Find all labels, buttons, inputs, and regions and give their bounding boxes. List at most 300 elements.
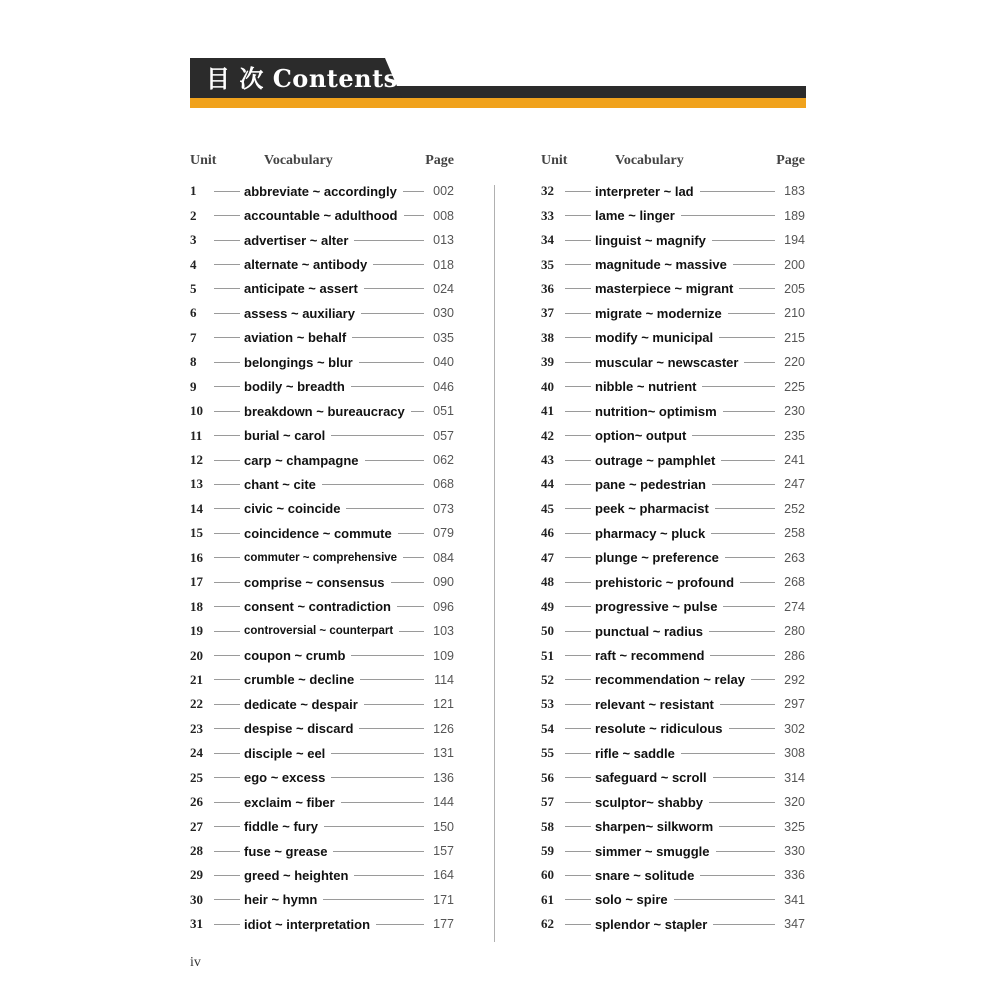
toc-row bbox=[190, 203, 454, 227]
vocabulary-range: recommendation ~ relay bbox=[595, 672, 745, 688]
toc-row bbox=[190, 619, 454, 643]
page-ref: 274 bbox=[784, 599, 805, 614]
vocabulary-range: option~ output bbox=[595, 428, 687, 444]
toc-row bbox=[541, 692, 805, 716]
page-ref: 177 bbox=[433, 917, 454, 932]
toc-row bbox=[541, 546, 805, 570]
toc-row bbox=[541, 741, 805, 765]
unit-dash bbox=[565, 240, 591, 241]
vocabulary-range: carp ~ champagne bbox=[244, 452, 359, 468]
leader-line bbox=[751, 679, 775, 680]
toc-row bbox=[190, 472, 454, 496]
page-ref: 235 bbox=[784, 428, 805, 443]
toc-row bbox=[541, 326, 805, 350]
toc-row bbox=[541, 252, 805, 276]
unit-dash bbox=[565, 679, 591, 680]
toc-row bbox=[541, 277, 805, 301]
leader-line bbox=[364, 704, 424, 705]
toc-row bbox=[541, 668, 805, 692]
leader-line bbox=[712, 484, 775, 485]
leader-line bbox=[716, 851, 775, 852]
page-ref: 225 bbox=[784, 379, 805, 394]
unit-dash bbox=[565, 460, 591, 461]
page-ref: 109 bbox=[433, 648, 454, 663]
vocabulary-range: exclaim ~ fiber bbox=[244, 794, 335, 810]
unit-number: 53 bbox=[541, 696, 554, 712]
leader-line bbox=[331, 777, 424, 778]
unit-number: 59 bbox=[541, 843, 554, 859]
leader-line bbox=[719, 826, 775, 827]
leader-line bbox=[723, 411, 775, 412]
toc-row bbox=[541, 521, 805, 545]
vocabulary-range: linguist ~ magnify bbox=[595, 232, 706, 248]
toc-row bbox=[190, 594, 454, 618]
leader-line bbox=[403, 191, 424, 192]
unit-dash bbox=[214, 508, 240, 509]
page-ref: 073 bbox=[433, 501, 454, 516]
toc-row bbox=[541, 423, 805, 447]
leader-line bbox=[700, 191, 775, 192]
page-ref: 008 bbox=[433, 208, 454, 223]
unit-number: 34 bbox=[541, 232, 554, 248]
vocabulary-range: commuter ~ comprehensive bbox=[244, 551, 398, 564]
vocabulary-range: snare ~ solitude bbox=[595, 867, 695, 883]
unit-number: 46 bbox=[541, 525, 554, 541]
unit-dash bbox=[214, 704, 240, 705]
toc-row bbox=[541, 790, 805, 814]
vocabulary-range: pane ~ pedestrian bbox=[595, 476, 706, 492]
unit-dash bbox=[214, 337, 240, 338]
page-ref: 347 bbox=[784, 917, 805, 932]
unit-dash bbox=[214, 215, 240, 216]
page-ref: 150 bbox=[433, 819, 454, 834]
leader-line bbox=[713, 777, 775, 778]
leader-line bbox=[711, 533, 775, 534]
unit-number: 36 bbox=[541, 280, 554, 296]
toc-row bbox=[541, 301, 805, 325]
toc-row bbox=[190, 301, 454, 325]
page-heading: Page bbox=[425, 153, 454, 168]
toc-row bbox=[541, 839, 805, 863]
leader-line bbox=[733, 264, 775, 265]
leader-line bbox=[729, 728, 775, 729]
vocabulary-range: belongings ~ blur bbox=[244, 354, 353, 370]
unit-number: 50 bbox=[541, 623, 554, 639]
leader-line bbox=[364, 288, 424, 289]
toc-row bbox=[541, 203, 805, 227]
vocabulary-range: greed ~ heighten bbox=[244, 867, 349, 883]
leader-line bbox=[739, 288, 775, 289]
leader-line bbox=[346, 508, 424, 509]
unit-dash bbox=[565, 313, 591, 314]
unit-dash bbox=[214, 899, 240, 900]
unit-number: 11 bbox=[190, 427, 203, 443]
toc-row bbox=[190, 570, 454, 594]
toc-row bbox=[190, 521, 454, 545]
unit-number: 9 bbox=[190, 378, 197, 394]
vocabulary-range: controversial ~ counterpart bbox=[244, 625, 394, 638]
page-ref: 144 bbox=[433, 795, 454, 810]
toc-row bbox=[541, 448, 805, 472]
unit-dash bbox=[565, 704, 591, 705]
vocabulary-range: solo ~ spire bbox=[595, 892, 668, 908]
vocabulary-range: nutrition~ optimism bbox=[595, 403, 717, 419]
leader-line bbox=[681, 215, 775, 216]
toc-row bbox=[190, 692, 454, 716]
column-header bbox=[541, 150, 805, 174]
unit-dash bbox=[565, 191, 591, 192]
unit-dash bbox=[565, 582, 591, 583]
unit-number: 41 bbox=[541, 403, 554, 419]
toc-row bbox=[190, 375, 454, 399]
leader-line bbox=[359, 728, 424, 729]
toc-column-left bbox=[190, 150, 454, 932]
leader-line bbox=[713, 924, 775, 925]
unit-number: 5 bbox=[190, 280, 197, 296]
toc-row bbox=[190, 766, 454, 790]
unit-number: 33 bbox=[541, 207, 554, 223]
unit-number: 56 bbox=[541, 769, 554, 785]
page-ref: 252 bbox=[784, 501, 805, 516]
leader-line bbox=[712, 240, 775, 241]
leader-line bbox=[674, 899, 775, 900]
unit-number: 8 bbox=[190, 354, 197, 370]
unit-number: 12 bbox=[190, 452, 203, 468]
vocabulary-range: coupon ~ crumb bbox=[244, 648, 346, 664]
page-ref: 268 bbox=[784, 575, 805, 590]
unit-number: 24 bbox=[190, 745, 203, 761]
page-ref: 200 bbox=[784, 257, 805, 272]
unit-number: 61 bbox=[541, 891, 554, 907]
unit-number: 20 bbox=[190, 647, 203, 663]
leader-line bbox=[376, 924, 424, 925]
page-ref: 002 bbox=[433, 184, 454, 199]
vocabulary-range: despise ~ discard bbox=[244, 721, 354, 737]
unit-dash bbox=[214, 313, 240, 314]
toc-row bbox=[541, 888, 805, 912]
unit-number: 62 bbox=[541, 916, 554, 932]
page-ref: 280 bbox=[784, 624, 805, 639]
vocabulary-range: breakdown ~ bureaucracy bbox=[244, 403, 405, 419]
toc-row bbox=[541, 594, 805, 618]
unit-dash bbox=[214, 606, 240, 607]
vocabulary-range: splendor ~ stapler bbox=[595, 916, 708, 932]
vocabulary-range: coincidence ~ commute bbox=[244, 525, 392, 541]
leader-line bbox=[398, 533, 424, 534]
unit-number: 27 bbox=[190, 818, 203, 834]
unit-dash bbox=[565, 753, 591, 754]
leader-line bbox=[702, 386, 775, 387]
unit-number: 29 bbox=[190, 867, 203, 883]
toc-list bbox=[190, 179, 454, 937]
toc-row bbox=[541, 179, 805, 203]
toc-row bbox=[541, 912, 805, 936]
page-ref: 046 bbox=[433, 379, 454, 394]
page-ref: 297 bbox=[784, 697, 805, 712]
page-ref: 263 bbox=[784, 550, 805, 565]
leader-line bbox=[360, 679, 424, 680]
toc-row bbox=[541, 375, 805, 399]
toc-row bbox=[190, 252, 454, 276]
unit-number: 10 bbox=[190, 403, 203, 419]
unit-dash bbox=[565, 386, 591, 387]
leader-line bbox=[725, 557, 775, 558]
vocabulary-range: civic ~ coincide bbox=[244, 501, 341, 517]
toc-column-right bbox=[541, 150, 805, 932]
unit-dash bbox=[214, 924, 240, 925]
page-ref: 114 bbox=[434, 672, 454, 687]
vocabulary-range: idiot ~ interpretation bbox=[244, 916, 371, 932]
page-ref: 189 bbox=[784, 208, 805, 223]
toc-row bbox=[190, 350, 454, 374]
vocabulary-range: peek ~ pharmacist bbox=[595, 501, 709, 517]
toc-row bbox=[541, 228, 805, 252]
page-ref: 325 bbox=[784, 819, 805, 834]
unit-dash bbox=[565, 851, 591, 852]
page-ref: 013 bbox=[433, 233, 454, 248]
toc-row bbox=[190, 546, 454, 570]
unit-dash bbox=[214, 777, 240, 778]
vocabulary-range: advertiser ~ alter bbox=[244, 232, 349, 248]
vocabulary-range: plunge ~ preference bbox=[595, 550, 719, 566]
unit-number: 49 bbox=[541, 598, 554, 614]
page-ref: 241 bbox=[784, 453, 805, 468]
toc-row bbox=[190, 399, 454, 423]
unit-dash bbox=[214, 240, 240, 241]
vocabulary-range: pharmacy ~ pluck bbox=[595, 525, 706, 541]
unit-number: 39 bbox=[541, 354, 554, 370]
unit-number: 52 bbox=[541, 671, 554, 687]
vocabulary-range: modify ~ municipal bbox=[595, 330, 714, 346]
page-ref: 286 bbox=[784, 648, 805, 663]
vocabulary-range: migrate ~ modernize bbox=[595, 305, 722, 321]
leader-line bbox=[373, 264, 424, 265]
leader-line bbox=[403, 557, 424, 558]
vocabulary-range: punctual ~ radius bbox=[595, 623, 703, 639]
page-ref: 336 bbox=[784, 868, 805, 883]
column-header bbox=[190, 150, 454, 174]
unit-number: 55 bbox=[541, 745, 554, 761]
vocabulary-range: burial ~ carol bbox=[244, 428, 326, 444]
page-title: 目 次 Contents bbox=[206, 64, 398, 93]
leader-line bbox=[399, 631, 424, 632]
unit-number: 32 bbox=[541, 183, 554, 199]
page-ref: 103 bbox=[433, 624, 454, 639]
vocabulary-range: chant ~ cite bbox=[244, 476, 316, 492]
vocabulary-range: sculptor~ shabby bbox=[595, 794, 703, 810]
toc-row bbox=[190, 326, 454, 350]
toc-row bbox=[190, 814, 454, 838]
leader-line bbox=[720, 704, 775, 705]
page-ref: 079 bbox=[433, 526, 454, 541]
vocabulary-range: heir ~ hymn bbox=[244, 892, 318, 908]
vocabulary-range: dedicate ~ despair bbox=[244, 696, 358, 712]
page-ref: 024 bbox=[433, 281, 454, 296]
toc-row bbox=[190, 643, 454, 667]
unit-dash bbox=[214, 191, 240, 192]
page-ref: 292 bbox=[784, 672, 805, 687]
toc-row bbox=[190, 277, 454, 301]
page-ref: 040 bbox=[433, 355, 454, 370]
vocabulary-range: disciple ~ eel bbox=[244, 745, 326, 761]
unit-dash bbox=[214, 264, 240, 265]
page-ref: 121 bbox=[433, 697, 454, 712]
page-number: iv bbox=[190, 955, 201, 970]
vocabulary-range: nibble ~ nutrient bbox=[595, 379, 697, 395]
toc-row bbox=[541, 497, 805, 521]
unit-number: 48 bbox=[541, 574, 554, 590]
vocabulary-range: progressive ~ pulse bbox=[595, 599, 718, 615]
unit-dash bbox=[565, 215, 591, 216]
page-ref: 205 bbox=[784, 281, 805, 296]
vocabulary-range: rifle ~ saddle bbox=[595, 745, 675, 761]
leader-line bbox=[709, 631, 775, 632]
leader-line bbox=[723, 606, 775, 607]
toc-row bbox=[190, 179, 454, 203]
vocabulary-range: interpreter ~ lad bbox=[595, 183, 694, 199]
leader-line bbox=[354, 875, 424, 876]
unit-number: 57 bbox=[541, 794, 554, 810]
unit-dash bbox=[565, 337, 591, 338]
unit-number: 51 bbox=[541, 647, 554, 663]
unit-heading: Unit bbox=[190, 153, 217, 168]
vocabulary-range: prehistoric ~ profound bbox=[595, 574, 735, 590]
unit-number: 18 bbox=[190, 598, 203, 614]
unit-dash bbox=[214, 631, 240, 632]
unit-number: 17 bbox=[190, 574, 203, 590]
column-divider bbox=[494, 185, 495, 942]
vocabulary-range: safeguard ~ scroll bbox=[595, 770, 707, 786]
unit-number: 14 bbox=[190, 500, 203, 516]
leader-line bbox=[333, 851, 424, 852]
page-ref: 126 bbox=[433, 721, 454, 736]
toc-row bbox=[190, 790, 454, 814]
vocabulary-range: aviation ~ behalf bbox=[244, 330, 347, 346]
vocabulary-range: abbreviate ~ accordingly bbox=[244, 183, 397, 199]
unit-number: 38 bbox=[541, 329, 554, 345]
unit-number: 6 bbox=[190, 305, 197, 321]
unit-number: 45 bbox=[541, 500, 554, 516]
leader-line bbox=[391, 582, 424, 583]
unit-dash bbox=[565, 484, 591, 485]
vocabulary-range: masterpiece ~ migrant bbox=[595, 281, 734, 297]
leader-line bbox=[361, 313, 424, 314]
unit-number: 44 bbox=[541, 476, 554, 492]
leader-line bbox=[728, 313, 775, 314]
page-ref: 230 bbox=[784, 404, 805, 419]
page-ref: 210 bbox=[784, 306, 805, 321]
toc-row bbox=[541, 350, 805, 374]
vocabulary-range: relevant ~ resistant bbox=[595, 696, 714, 712]
vocabulary-range: sharpen~ silkworm bbox=[595, 819, 714, 835]
unit-dash bbox=[565, 802, 591, 803]
page-ref: 308 bbox=[784, 746, 805, 761]
leader-line bbox=[681, 753, 775, 754]
unit-dash bbox=[565, 288, 591, 289]
toc-row bbox=[541, 643, 805, 667]
unit-dash bbox=[565, 508, 591, 509]
unit-number: 40 bbox=[541, 378, 554, 394]
leader-line bbox=[324, 826, 424, 827]
page-ref: 096 bbox=[433, 599, 454, 614]
page-ref: 330 bbox=[784, 844, 805, 859]
unit-number: 4 bbox=[190, 256, 197, 272]
leader-line bbox=[323, 899, 424, 900]
leader-line bbox=[719, 337, 775, 338]
toc-row bbox=[190, 741, 454, 765]
page-ref: 194 bbox=[784, 233, 805, 248]
vocabulary-range: fuse ~ grease bbox=[244, 843, 328, 859]
unit-dash bbox=[565, 362, 591, 363]
vocabulary-range: lame ~ linger bbox=[595, 208, 675, 224]
unit-dash bbox=[214, 435, 240, 436]
leader-line bbox=[354, 240, 424, 241]
unit-dash bbox=[214, 288, 240, 289]
page-ref: 171 bbox=[433, 892, 454, 907]
page-ref: 314 bbox=[784, 770, 805, 785]
unit-heading: Unit bbox=[541, 153, 568, 168]
unit-dash bbox=[565, 728, 591, 729]
leader-line bbox=[331, 435, 424, 436]
vocabulary-range: magnitude ~ massive bbox=[595, 257, 727, 273]
leader-line bbox=[397, 606, 424, 607]
vocabulary-heading: Vocabulary bbox=[264, 153, 333, 168]
unit-dash bbox=[565, 899, 591, 900]
vocabulary-range: raft ~ recommend bbox=[595, 648, 705, 664]
unit-number: 26 bbox=[190, 794, 203, 810]
page-ref: 035 bbox=[433, 330, 454, 345]
toc-row bbox=[541, 717, 805, 741]
unit-number: 3 bbox=[190, 232, 197, 248]
vocabulary-range: anticipate ~ assert bbox=[244, 281, 358, 297]
unit-dash bbox=[565, 631, 591, 632]
unit-dash bbox=[214, 557, 240, 558]
page-ref: 183 bbox=[784, 184, 805, 199]
unit-dash bbox=[565, 533, 591, 534]
unit-number: 43 bbox=[541, 452, 554, 468]
toc-list bbox=[541, 179, 805, 937]
page-ref: 302 bbox=[784, 721, 805, 736]
unit-dash bbox=[214, 386, 240, 387]
leader-line bbox=[331, 753, 424, 754]
unit-dash bbox=[565, 924, 591, 925]
unit-dash bbox=[565, 655, 591, 656]
page-ref: 258 bbox=[784, 526, 805, 541]
unit-number: 23 bbox=[190, 720, 203, 736]
vocabulary-range: alternate ~ antibody bbox=[244, 257, 368, 273]
page-ref: 215 bbox=[784, 330, 805, 345]
unit-number: 37 bbox=[541, 305, 554, 321]
toc-row bbox=[541, 766, 805, 790]
unit-number: 15 bbox=[190, 525, 203, 541]
unit-number: 16 bbox=[190, 549, 203, 565]
toc-row bbox=[541, 863, 805, 887]
unit-dash bbox=[214, 484, 240, 485]
unit-number: 58 bbox=[541, 818, 554, 834]
leader-line bbox=[365, 460, 424, 461]
unit-dash bbox=[565, 557, 591, 558]
unit-number: 31 bbox=[190, 916, 203, 932]
unit-number: 21 bbox=[190, 671, 203, 687]
unit-dash bbox=[214, 728, 240, 729]
toc-row bbox=[190, 228, 454, 252]
page-ref: 164 bbox=[433, 868, 454, 883]
page-ref: 051 bbox=[433, 404, 454, 419]
toc-row bbox=[190, 839, 454, 863]
unit-number: 47 bbox=[541, 549, 554, 565]
contents-header bbox=[190, 58, 806, 110]
toc-row bbox=[541, 570, 805, 594]
